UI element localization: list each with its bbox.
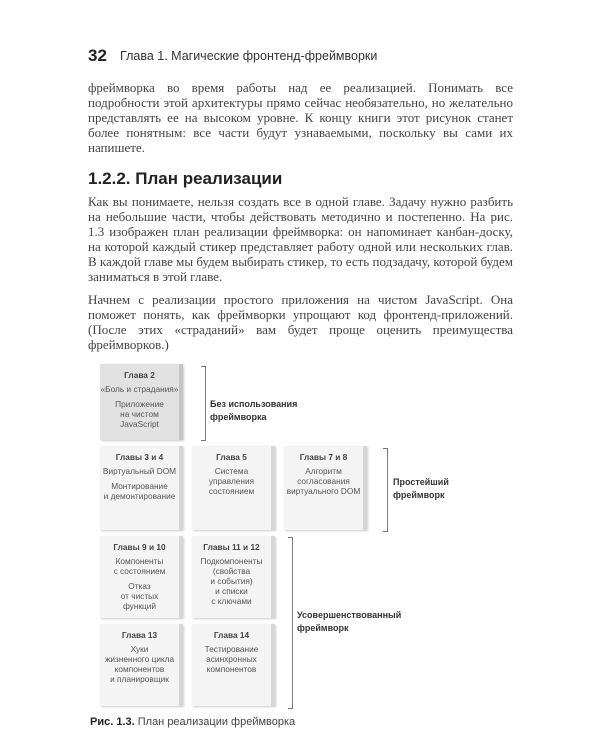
- sticker: [284, 446, 367, 530]
- sticker-title: Глава 13: [121, 630, 158, 640]
- sticker-text: «Боль и страдания»: [100, 384, 179, 394]
- sticker: [192, 536, 275, 618]
- sticker-title: Главы 9 и 10: [113, 542, 166, 552]
- group-label: Простейший фреймворк: [393, 477, 449, 500]
- group-bracket: [383, 448, 388, 532]
- sticker-title: Главы 11 и 12: [203, 542, 260, 552]
- page-body: [88, 80, 513, 728]
- sticker: [100, 536, 183, 618]
- sticker: [100, 364, 183, 440]
- sticker-text: Подкомпоненты (свойства и события) и списки с ключами: [200, 556, 263, 606]
- sticker: [100, 446, 183, 530]
- sticker-title: Главы 3 и 4: [115, 452, 164, 462]
- paragraph: фреймворка во время работы над ее реализацией. Понимать все подробности этой архитектуры прямо сейчас необязательно, но желательно представлять ее на высоком уровне. К концу книги этот рисунок станет более понятным: все части будут узнаваемыми, поскольку вы сами их напишете.: [88, 80, 513, 155]
- group-label: Без использования фреймворка: [210, 399, 298, 422]
- section-heading: 1.2.2. План реализации: [88, 169, 283, 188]
- figure-kanban-plan: [88, 362, 513, 712]
- figure-caption: [90, 716, 513, 728]
- sticker-text: Отказ от чистых функций: [120, 581, 159, 611]
- sticker-title: Главы 7 и 8: [299, 452, 348, 462]
- sticker-text: Виртуальный DOM: [102, 466, 177, 476]
- running-header: [88, 46, 378, 66]
- group-bracket: [288, 537, 293, 709]
- sticker: [192, 446, 275, 530]
- sticker-text: Хуки жизненного цикла компонентов и планировщик: [104, 644, 175, 684]
- sticker-text: Алгоритм согласования виртуального DOM: [286, 466, 361, 496]
- group-label: Усовершенствованный фреймворк: [297, 610, 402, 633]
- paragraph: Как вы понимаете, нельзя создать все в одной главе. Задачу нужно разбить на небольшие части, чтобы действовать методично и постепенно. На рис. 1.3 изображен план реализации фреймворка: он напоминает канбан-доску, на которой каждый стикер представляет работу одной или нескольких глав. В каждой главе мы будем выбирать стикер, то есть подзадачу, которой будем заниматься в этой главе.: [88, 194, 513, 284]
- sticker: [100, 624, 183, 706]
- caption-label: Рис. 1.3.: [90, 716, 135, 728]
- paragraph: Начнем с реализации простого приложения на чистом JavaScript. Она поможет понять, как фреймворки упрощают код фронтенд-приложений. (После этих «страданий» вам будет проще оценить преимущества фреймворков.): [88, 292, 513, 352]
- sticker-text: Приложение на чистом JavaScript: [115, 399, 164, 429]
- page-number: 32: [88, 46, 107, 65]
- sticker-text: Монтирование и демонтирование: [103, 481, 176, 501]
- group-bracket: [201, 366, 206, 441]
- sticker-title: Глава 2: [124, 370, 155, 380]
- sticker-text: Компоненты с состоянием: [113, 556, 166, 576]
- sticker: [192, 624, 275, 706]
- chapter-title: Глава 1. Магические фронтенд-фреймворки: [120, 49, 378, 63]
- sticker-title: Глава 5: [216, 452, 247, 462]
- sticker-title: Глава 14: [213, 630, 250, 640]
- sticker-text: Тестирование асинхронных компонентов: [204, 644, 259, 674]
- sticker-text: Система управления состоянием: [208, 466, 255, 496]
- caption-text: План реализации фреймворка: [134, 716, 296, 728]
